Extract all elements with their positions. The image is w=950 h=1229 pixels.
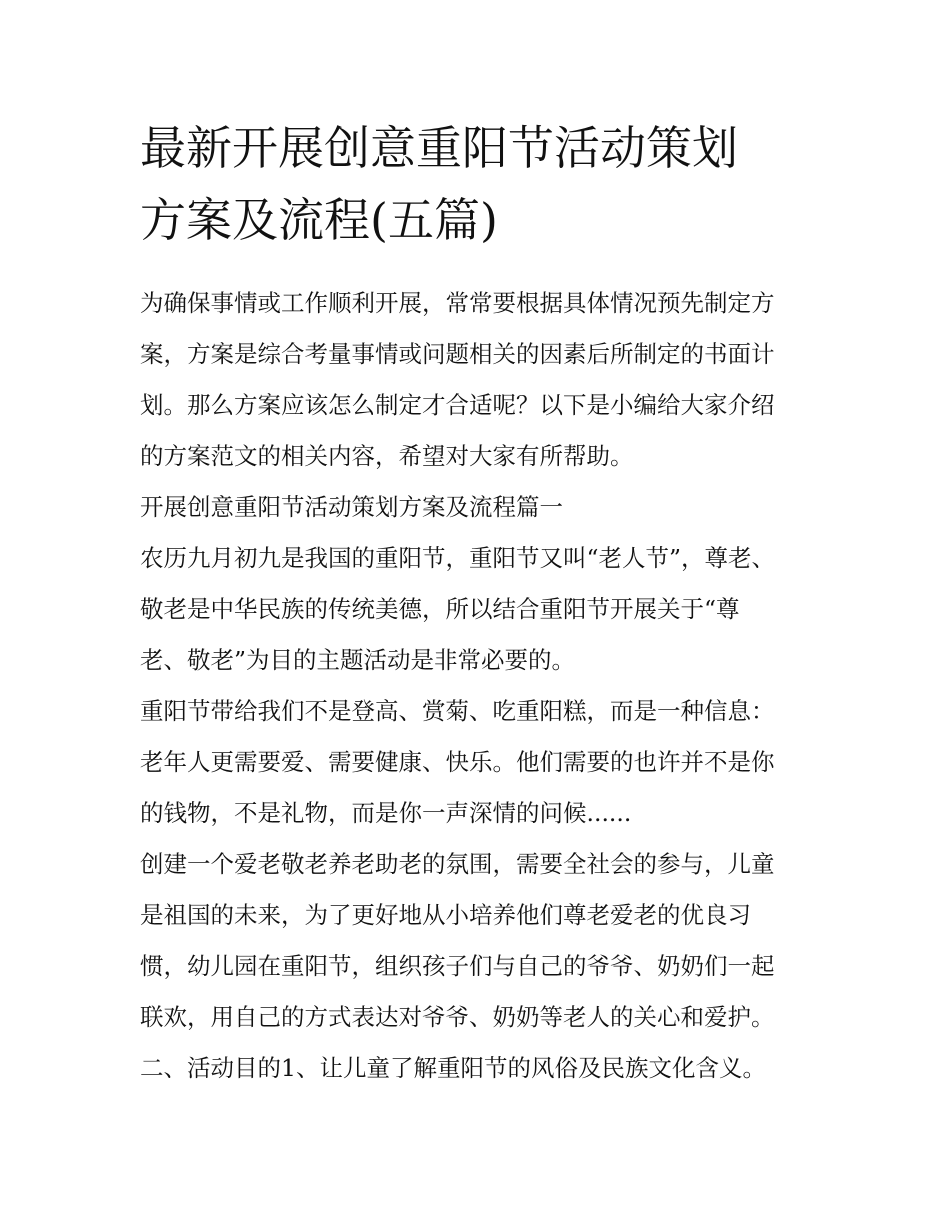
document-title: [140, 112, 812, 256]
text-line: 敬老是中华民族的传统美德，所以结合重阳节开展关于“尊: [140, 595, 740, 623]
text-line: 案，方案是综合考量事情或问题相关的因素后所制定的书面计: [140, 340, 775, 368]
text-line: 二、活动目的1、让儿童了解重阳节的风俗及民族文化含义。: [140, 1054, 766, 1082]
section-heading: [140, 482, 812, 533]
text-line: 老年人更需要爱、需要健康、快乐。他们需要的也许并不是你: [140, 748, 775, 776]
text-line: 创建一个爱老敬老养老助老的氛围，需要全社会的参与，儿童: [140, 850, 775, 878]
text-line: 联欢，用自己的方式表达对爷爷、奶奶等老人的关心和爱护。: [140, 1003, 775, 1031]
text-line: 开展创意重阳节活动策划方案及流程篇一: [140, 493, 563, 521]
document-content: [140, 112, 812, 1094]
text-line: 划。那么方案应该怎么制定才合适呢？以下是小编给大家介绍: [140, 391, 775, 419]
title-line-1: 最新开展创意重阳节活动策划: [140, 121, 738, 175]
body-paragraph: [140, 1043, 812, 1094]
title-line-2: 方案及流程(五篇): [140, 193, 498, 247]
body-paragraph: [140, 686, 812, 839]
text-line: 惯，幼儿园在重阳节，组织孩子们与自己的爷爷、奶奶们一起: [140, 952, 775, 980]
text-line: 为确保事情或工作顺利开展，常常要根据具体情况预先制定方: [140, 289, 775, 317]
body-paragraph: [140, 533, 812, 686]
text-line: 的钱物，不是礼物，而是你一声深情的问候......: [140, 799, 632, 827]
text-line: 农历九月初九是我国的重阳节，重阳节又叫“老人节”，尊老、: [140, 544, 776, 572]
text-line: 重阳节带给我们不是登高、赏菊、吃重阳糕，而是一种信息：: [140, 697, 775, 725]
body-paragraph: [140, 839, 812, 1043]
text-line: 是祖国的未来，为了更好地从小培养他们尊老爱老的优良习: [140, 901, 751, 929]
intro-paragraph: [140, 278, 812, 482]
text-line: 老、敬老”为目的主题活动是非常必要的。: [140, 646, 576, 674]
text-line: 的方案范文的相关内容，希望对大家有所帮助。: [140, 442, 634, 470]
